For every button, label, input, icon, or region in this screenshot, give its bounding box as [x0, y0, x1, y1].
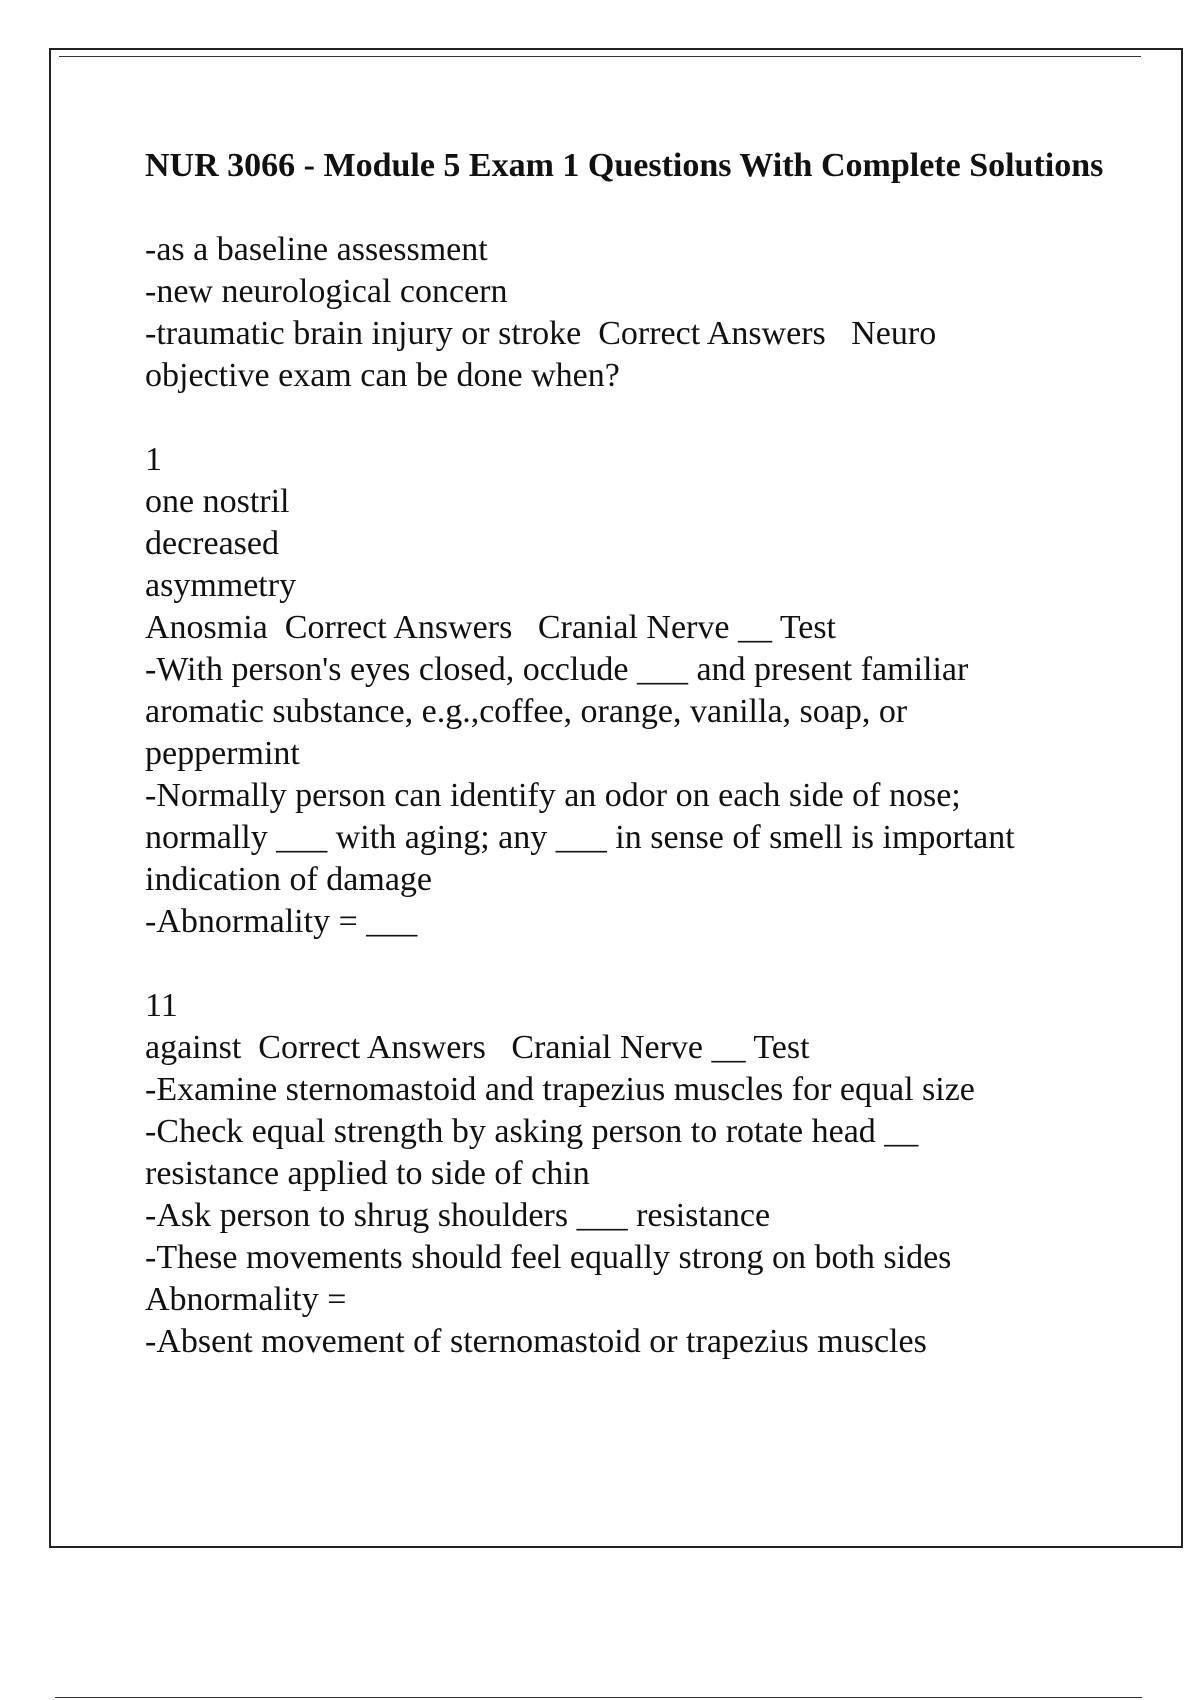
text-line: one nostril: [145, 483, 290, 520]
text-line: -Absent movement of sternomastoid or trapezius muscles: [145, 1323, 927, 1360]
document-title: NUR 3066 - Module 5 Exam 1 Questions With Complete Solutions: [145, 147, 1104, 184]
text-line: Abnormality =: [145, 1281, 347, 1318]
text-line: objective exam can be done when?: [145, 357, 620, 394]
question-block-2: [145, 439, 1105, 943]
top-rule: [59, 56, 1141, 57]
text-line: indication of damage: [145, 861, 433, 898]
text-line: peppermint: [145, 735, 300, 772]
text-line: Anosmia Correct Answers Cranial Nerve __ Test: [145, 609, 837, 646]
text-line: -new neurological concern: [145, 273, 508, 310]
text-line: 11: [145, 987, 178, 1024]
text-line: -Examine sternomastoid and trapezius muscles for equal size: [145, 1071, 975, 1108]
text-line: decreased: [145, 525, 280, 562]
text-line: -Abnormality = ___: [145, 903, 418, 940]
question-block-1: [145, 229, 1105, 397]
text-line: asymmetry: [145, 567, 297, 604]
text-line: against Correct Answers Cranial Nerve __ Test: [145, 1029, 810, 1066]
text-line: -traumatic brain injury or stroke Correct Answers Neuro: [145, 315, 937, 352]
text-line: -as a baseline assessment: [145, 231, 488, 268]
text-line: -Normally person can identify an odor on each side of nose;: [145, 777, 961, 814]
text-line: 1: [145, 441, 162, 478]
bottom-rule: [55, 1697, 1142, 1698]
text-line: resistance applied to side of chin: [145, 1155, 590, 1192]
question-block-3: [145, 985, 1105, 1363]
text-line: -With person's eyes closed, occlude ___ and present familiar: [145, 651, 969, 688]
document-content: [145, 145, 1105, 1405]
text-line: normally ___ with aging; any ___ in sense of smell is important: [145, 819, 1015, 856]
text-line: aromatic substance, e.g.,coffee, orange, vanilla, soap, or: [145, 693, 908, 730]
text-line: -Check equal strength by asking person to rotate head __: [145, 1113, 919, 1150]
text-line: -These movements should feel equally strong on both sides: [145, 1239, 952, 1276]
text-line: -Ask person to shrug shoulders ___ resistance: [145, 1197, 771, 1234]
